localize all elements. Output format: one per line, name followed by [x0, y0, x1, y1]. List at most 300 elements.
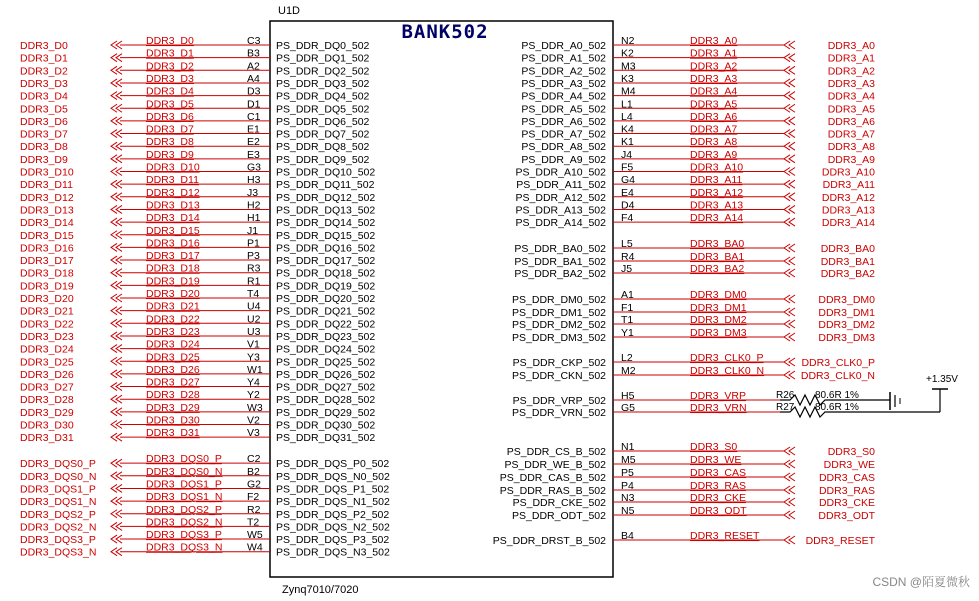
- net-port-label: DDR3_DQS0_P: [20, 458, 96, 471]
- pin-name: PS_DDR_RAS_B_502: [499, 485, 606, 497]
- net-label: DDR3_D22: [146, 313, 200, 326]
- pin-number: J5: [621, 263, 633, 275]
- pin-name: PS_DDR_BA0_502: [514, 243, 606, 255]
- net-label: DDR3_D24: [146, 338, 200, 351]
- pin-name: PS_DDR_ODT_502: [512, 510, 606, 522]
- net-port-label: DDR3_D6: [20, 115, 68, 128]
- pin-number: P5: [621, 467, 634, 479]
- pin-number: M5: [621, 454, 636, 466]
- pin-name: PS_DDR_DQ7_502: [276, 128, 370, 141]
- pin-name: PS_DDR_DM1_502: [512, 307, 606, 319]
- net-port-label: DDR3_A12: [821, 191, 875, 204]
- net-port-label: DDR3_DM3: [818, 332, 875, 344]
- pin-number: C3: [247, 35, 261, 47]
- pin-number: U3: [247, 325, 261, 338]
- pin-name: PS_DDR_DQ27_502: [276, 381, 376, 394]
- pin-name: PS_DDR_DQ26_502: [276, 368, 376, 381]
- pin-name: PS_DDR_CKE_502: [512, 497, 606, 509]
- net-port-label: DDR3_D13: [20, 204, 74, 217]
- net-label: DDR3_D6: [146, 110, 194, 123]
- pin-number: L5: [621, 238, 633, 250]
- net-label: DDR3_D28: [146, 389, 200, 402]
- pin-name: PS_DDR_DQ10_502: [276, 166, 376, 179]
- resistor-r26-value: 80.6R 1%: [815, 390, 859, 401]
- net-label: DDR3_DM1: [690, 302, 747, 314]
- net-port-label: DDR3_DM1: [818, 307, 875, 319]
- net-port-label: DDR3_CLK0_P: [801, 357, 875, 369]
- pin-number: N5: [621, 505, 635, 517]
- net-port-label: DDR3_D20: [20, 293, 74, 305]
- net-label: DDR3_D4: [146, 85, 194, 98]
- net-port-label: DDR3_D17: [20, 255, 74, 268]
- net-port-label: DDR3_A10: [821, 166, 875, 179]
- net-port-label: DDR3_D18: [20, 267, 74, 280]
- pin-name: PS_DDR_DQ0_502: [276, 40, 370, 52]
- pin-name: PS_DDR_DQ16_502: [276, 242, 376, 255]
- net-port-label: DDR3_D1: [20, 52, 68, 65]
- pin-number: E4: [621, 186, 634, 199]
- pin-number: B4: [621, 530, 634, 542]
- resistor-r27-icon: [780, 407, 940, 417]
- net-port-label: DDR3_D19: [20, 280, 74, 293]
- pin-name: PS_DDR_A6_502: [521, 115, 606, 128]
- pin-name: PS_DDR_DQS_P1_502: [276, 483, 390, 496]
- pin-number: W3: [247, 401, 263, 414]
- net-label: DDR3_D13: [146, 199, 200, 212]
- net-label: DDR3_D3: [146, 72, 194, 85]
- pin-number: F2: [247, 491, 260, 504]
- net-port-label: DDR3_D0: [20, 40, 68, 52]
- port-arrow-icon: [784, 104, 795, 112]
- net-label: DDR3_D9: [146, 148, 194, 161]
- pin-number: C2: [247, 453, 261, 466]
- pin-name: PS_DDR_DQ13_502: [276, 204, 376, 217]
- pin-number: A4: [247, 72, 260, 85]
- net-port-label: DDR3_CLK0_N: [800, 370, 875, 382]
- net-label: DDR3_D1: [146, 47, 194, 60]
- pin-name: PS_DDR_DQ4_502: [276, 90, 370, 103]
- pin-number: F1: [621, 302, 634, 314]
- net-port-label: DDR3_A8: [827, 141, 875, 154]
- pin-number: Y2: [247, 389, 260, 402]
- net-label: DDR3_A11: [690, 174, 743, 187]
- net-label: DDR3_CAS: [690, 467, 747, 479]
- net-label: DDR3_D11: [146, 174, 199, 187]
- pin-number: N3: [621, 492, 635, 504]
- net-label: DDR3_A8: [690, 136, 738, 149]
- pin-name: PS_DDR_A0_502: [521, 40, 606, 52]
- resistor-r26-ref: R26: [776, 390, 795, 401]
- net-label: DDR3_A10: [690, 161, 744, 174]
- net-port-label: DDR3_D24: [20, 343, 74, 356]
- net-port-label: DDR3_A7: [827, 128, 875, 141]
- pin-number: R4: [621, 251, 635, 263]
- port-arrow-icon: [784, 473, 795, 481]
- net-label: DDR3_D27: [146, 376, 200, 389]
- net-port-label: DDR3_A0: [827, 40, 875, 52]
- pin-name: PS_DDR_CKN_502: [512, 370, 606, 382]
- pin-number: E2: [247, 136, 260, 149]
- net-label: DDR3_D17: [146, 250, 200, 263]
- pin-name: PS_DDR_DQ12_502: [276, 191, 376, 204]
- pin-number: F5: [621, 161, 634, 174]
- net-label: DDR3_DM2: [690, 314, 747, 326]
- pin-number: Y3: [247, 351, 260, 364]
- net-label: DDR3_D0: [146, 35, 194, 47]
- net-label: DDR3_DQS3_N: [146, 541, 223, 554]
- net-label: DDR3_D23: [146, 325, 200, 338]
- pin-name: PS_DDR_VRN_502: [512, 407, 606, 419]
- pin-number: P3: [247, 250, 260, 263]
- net-label: DDR3_A7: [690, 123, 738, 136]
- pin-number: A2: [247, 60, 260, 73]
- pin-number: P4: [621, 480, 634, 492]
- net-label: DDR3_D20: [146, 288, 200, 300]
- port-arrow-icon: [784, 130, 795, 138]
- net-label: DDR3_A2: [690, 60, 738, 73]
- pin-name: PS_DDR_CKP_502: [512, 357, 606, 369]
- pin-name: PS_DDR_DQ1_502: [276, 52, 370, 65]
- net-label: DDR3_DQS0_P: [146, 453, 222, 466]
- port-arrow-icon: [784, 460, 795, 468]
- net-port-label: DDR3_DQS3_N: [20, 546, 97, 559]
- pin-name: PS_DDR_DQ28_502: [276, 394, 376, 407]
- pin-name: PS_DDR_DQS_P3_502: [276, 534, 390, 547]
- net-label: DDR3_DQS2_P: [146, 503, 222, 516]
- net-port-label: DDR3_RESET: [805, 535, 875, 547]
- net-port-label: DDR3_D2: [20, 65, 68, 78]
- port-arrow-icon: [784, 79, 795, 87]
- net-label: DDR3_D14: [146, 212, 200, 225]
- pin-number: W1: [247, 363, 263, 376]
- pin-name: PS_DDR_DQS_P2_502: [276, 508, 390, 521]
- pin-name: PS_DDR_DQ20_502: [276, 293, 376, 305]
- net-port-label: DDR3_D15: [20, 229, 74, 242]
- pin-name: PS_DDR_DQ23_502: [276, 330, 376, 343]
- port-arrow-icon: [784, 295, 795, 303]
- port-arrow-icon: [784, 54, 795, 62]
- pin-name: PS_DDR_DQ18_502: [276, 267, 376, 280]
- pin-name: PS_DDR_A12_502: [515, 191, 606, 204]
- net-port-label: DDR3_RAS: [818, 485, 875, 497]
- port-arrow-icon: [784, 180, 795, 188]
- net-label: DDR3_DM3: [690, 327, 747, 339]
- net-port-label: DDR3_A9: [827, 153, 875, 166]
- net-label: DDR3_DQS1_N: [146, 491, 223, 504]
- pin-number: W4: [247, 541, 263, 554]
- pin-name: PS_DDR_DQS_N3_502: [276, 546, 390, 559]
- net-label: DDR3_DQS3_P: [146, 529, 222, 542]
- bank-title: BANK502: [401, 21, 489, 43]
- pin-name: PS_DDR_BA1_502: [514, 256, 606, 268]
- pin-number: V2: [247, 414, 260, 427]
- supply-label: +1.35V: [926, 374, 958, 385]
- net-port-label: DDR3_D8: [20, 141, 68, 154]
- net-label: DDR3_A14: [690, 212, 744, 225]
- pin-number: G2: [247, 478, 262, 491]
- net-label: DDR3_DQS1_P: [146, 478, 222, 491]
- port-arrow-icon: [784, 155, 795, 163]
- pin-number: K1: [621, 136, 634, 149]
- net-label: DDR3_CKE: [690, 492, 747, 504]
- net-port-label: DDR3_A5: [827, 103, 875, 116]
- pin-name: PS_DDR_A8_502: [521, 141, 606, 154]
- net-label: DDR3_D7: [146, 123, 194, 136]
- pin-name: PS_DDR_BA2_502: [514, 268, 606, 280]
- port-arrow-icon: [784, 536, 795, 544]
- net-label: DDR3_D26: [146, 363, 200, 376]
- net-label: DDR3_D15: [146, 224, 200, 237]
- pin-name: PS_DDR_DQ17_502: [276, 255, 376, 268]
- net-port-label: DDR3_D29: [20, 406, 74, 419]
- left-pin-group: [20, 35, 390, 559]
- pin-number: E1: [247, 123, 260, 136]
- net-label: DDR3_D21: [146, 300, 200, 313]
- pin-number: K2: [621, 47, 634, 60]
- pin-name: PS_DDR_DQ19_502: [276, 280, 376, 293]
- net-label: DDR3_VRN: [690, 402, 747, 414]
- pin-number: H2: [247, 199, 261, 212]
- pin-number: R1: [247, 275, 261, 288]
- pin-name: PS_DDR_A4_502: [521, 90, 606, 103]
- net-port-label: DDR3_BA1: [820, 256, 875, 268]
- pin-name: PS_DDR_DQS_N1_502: [276, 496, 390, 509]
- pin-name: PS_DDR_DQ25_502: [276, 356, 376, 369]
- net-label: DDR3_D19: [146, 275, 200, 288]
- net-port-label: DDR3_DM0: [818, 294, 875, 306]
- net-label: DDR3_A6: [690, 110, 738, 123]
- port-arrow-icon: [784, 371, 795, 379]
- net-label: DDR3_S0: [690, 441, 738, 453]
- net-port-label: DDR3_D21: [20, 305, 74, 318]
- pin-name: PS_DDR_DQ3_502: [276, 77, 370, 90]
- pin-name: PS_DDR_A9_502: [521, 153, 606, 166]
- net-port-label: DDR3_D3: [20, 77, 68, 90]
- net-port-label: DDR3_D7: [20, 128, 68, 141]
- net-label: DDR3_A3: [690, 72, 738, 85]
- pin-number: A1: [621, 289, 634, 301]
- port-arrow-icon: [784, 41, 795, 49]
- net-port-label: DDR3_A6: [827, 115, 875, 128]
- part-label: Zynq7010/7020: [282, 584, 359, 596]
- pin-number: U4: [247, 300, 261, 313]
- net-port-label: DDR3_D28: [20, 394, 74, 407]
- pin-name: PS_DDR_A11_502: [516, 179, 606, 192]
- net-port-label: DDR3_CAS: [818, 472, 875, 484]
- pin-name: PS_DDR_WE_B_502: [504, 459, 606, 471]
- net-port-label: DDR3_D26: [20, 368, 74, 381]
- pin-number: H5: [621, 390, 635, 402]
- net-label: DDR3_BA2: [690, 263, 745, 275]
- pin-number: D3: [247, 85, 261, 98]
- port-arrow-icon: [784, 511, 795, 519]
- pin-number: T2: [247, 516, 260, 529]
- net-label: DDR3_DQS0_N: [146, 465, 223, 478]
- pin-name: PS_DDR_DQ14_502: [276, 217, 376, 230]
- pin-name: PS_DDR_DQ15_502: [276, 229, 376, 242]
- pin-number: W5: [247, 529, 263, 542]
- port-arrow-icon: [784, 117, 795, 125]
- pin-number: N1: [621, 441, 635, 453]
- pin-number: L4: [621, 110, 633, 123]
- pin-number: F4: [621, 212, 634, 225]
- net-port-label: DDR3_A4: [827, 90, 875, 103]
- net-label: DDR3_VRP: [690, 390, 747, 402]
- pin-name: PS_DDR_A5_502: [521, 103, 606, 116]
- port-arrow-icon: [784, 498, 795, 506]
- pin-name: PS_DDR_DQ9_502: [276, 153, 370, 166]
- pin-number: J3: [247, 186, 259, 199]
- net-label: DDR3_D12: [146, 186, 200, 199]
- net-port-label: DDR3_DQS1_N: [20, 496, 97, 509]
- net-port-label: DDR3_WE: [823, 459, 875, 471]
- watermark: CSDN @陌夏微秋: [872, 575, 970, 589]
- pin-number: M2: [621, 365, 636, 377]
- resistor-r27-ref: R27: [776, 402, 795, 413]
- net-port-label: DDR3_D25: [20, 356, 74, 369]
- pin-number: R3: [247, 262, 261, 275]
- pin-number: E3: [247, 148, 260, 161]
- pin-name: PS_DDR_DQ24_502: [276, 343, 376, 356]
- pin-name: PS_DDR_DQ2_502: [276, 65, 370, 78]
- pin-number: B3: [247, 47, 260, 60]
- port-arrow-icon: [784, 447, 795, 455]
- net-port-label: DDR3_D5: [20, 103, 68, 116]
- component-ref: U1D: [278, 5, 301, 17]
- net-label: DDR3_RESET: [690, 530, 760, 542]
- port-arrow-icon: [784, 66, 795, 74]
- net-port-label: DDR3_D31: [20, 432, 74, 445]
- pin-name: PS_DDR_DQ11_502: [276, 179, 375, 192]
- net-label: DDR3_CLK0_N: [690, 365, 765, 377]
- pin-number: K3: [621, 72, 634, 85]
- pin-number: G3: [247, 161, 262, 174]
- net-port-label: DDR3_DQS3_P: [20, 534, 96, 547]
- pin-name: PS_DDR_DQS_P0_502: [276, 458, 390, 471]
- net-port-label: DDR3_ODT: [818, 510, 875, 522]
- net-label: DDR3_D2: [146, 60, 194, 73]
- pin-number: U2: [247, 313, 261, 326]
- pin-name: PS_DDR_A1_502: [521, 52, 606, 65]
- net-label: DDR3_BA1: [690, 251, 745, 263]
- pin-name: PS_DDR_DQ30_502: [276, 419, 376, 432]
- pin-name: PS_DDR_A13_502: [515, 204, 606, 217]
- net-port-label: DDR3_A1: [827, 52, 875, 65]
- net-port-label: DDR3_A13: [821, 204, 875, 217]
- pin-name: PS_DDR_DM2_502: [512, 319, 606, 331]
- net-port-label: DDR3_A14: [821, 217, 875, 230]
- net-port-label: DDR3_BA0: [820, 243, 875, 255]
- pin-name: PS_DDR_DQ8_502: [276, 141, 370, 154]
- pin-name: PS_DDR_DM3_502: [512, 332, 606, 344]
- port-arrow-icon: [784, 308, 795, 316]
- net-label: DDR3_D31: [146, 427, 200, 440]
- net-port-label: DDR3_D27: [20, 381, 74, 394]
- net-port-label: DDR3_D14: [20, 217, 74, 230]
- pin-number: Y4: [247, 376, 260, 389]
- net-port-label: DDR3_D4: [20, 90, 68, 103]
- pin-name: PS_DDR_DQ21_502: [276, 305, 376, 318]
- pin-number: L2: [621, 352, 633, 364]
- net-port-label: DDR3_A2: [827, 65, 875, 78]
- net-port-label: DDR3_DQS2_P: [20, 508, 96, 521]
- net-port-label: DDR3_D10: [20, 166, 74, 179]
- net-port-label: DDR3_BA2: [820, 268, 875, 280]
- net-label: DDR3_ODT: [690, 505, 747, 517]
- pin-name: PS_DDR_CS_B_502: [506, 446, 606, 458]
- net-label: DDR3_D5: [146, 98, 194, 111]
- net-label: DDR3_DM0: [690, 289, 747, 301]
- net-port-label: DDR3_D23: [20, 330, 74, 343]
- net-port-label: DDR3_DQS2_N: [20, 521, 97, 534]
- pin-name: PS_DDR_DQ22_502: [276, 318, 376, 331]
- net-port-label: DDR3_S0: [827, 446, 875, 458]
- port-arrow-icon: [784, 92, 795, 100]
- port-arrow-icon: [784, 333, 795, 341]
- pin-number: P1: [247, 237, 260, 250]
- pin-number: G4: [621, 174, 636, 187]
- net-label: DDR3_D29: [146, 401, 200, 414]
- port-arrow-icon: [784, 205, 795, 213]
- net-port-label: DDR3_D12: [20, 191, 74, 204]
- net-port-label: DDR3_D30: [20, 419, 74, 432]
- net-port-label: DDR3_A3: [827, 77, 875, 90]
- net-port-label: DDR3_DQS0_N: [20, 470, 97, 483]
- pin-number: T4: [247, 288, 260, 300]
- net-label: DDR3_BA0: [690, 238, 745, 250]
- net-label: DDR3_D10: [146, 161, 200, 174]
- net-label: DDR3_D8: [146, 136, 194, 149]
- net-label: DDR3_D18: [146, 262, 200, 275]
- pin-number: M4: [621, 85, 636, 98]
- pin-number: D4: [621, 199, 635, 212]
- pin-number: B2: [247, 465, 260, 478]
- net-label: DDR3_WE: [690, 454, 742, 466]
- net-label: DDR3_A1: [690, 47, 738, 60]
- port-arrow-icon: [784, 142, 795, 150]
- pin-name: PS_DDR_A7_502: [521, 128, 606, 141]
- net-port-label: DDR3_DM2: [818, 319, 875, 331]
- pin-number: N2: [621, 35, 635, 47]
- net-label: DDR3_CLK0_P: [690, 352, 764, 364]
- pin-number: H3: [247, 174, 261, 187]
- net-label: DDR3_RAS: [690, 480, 747, 492]
- net-port-label: DDR3_D11: [20, 179, 73, 192]
- port-arrow-icon: [784, 269, 795, 277]
- pin-name: PS_DDR_A14_502: [515, 217, 606, 230]
- pin-number: J4: [621, 148, 633, 161]
- net-label: DDR3_A9: [690, 148, 738, 161]
- pin-number: M3: [621, 60, 636, 73]
- pin-number: G5: [621, 402, 636, 414]
- pin-name: PS_DDR_DQS_N0_502: [276, 470, 390, 483]
- net-port-label: DDR3_A11: [822, 179, 875, 192]
- net-port-label: DDR3_D22: [20, 318, 74, 331]
- pin-name: PS_DDR_DQ6_502: [276, 115, 370, 128]
- pin-number: J1: [247, 224, 259, 237]
- port-arrow-icon: [784, 257, 795, 265]
- pin-name: PS_DDR_DRST_B_502: [492, 535, 606, 547]
- pin-number: K4: [621, 123, 634, 136]
- pin-name: PS_DDR_DQ31_502: [276, 432, 376, 445]
- net-port-label: DDR3_D9: [20, 153, 68, 166]
- pin-number: Y1: [621, 327, 634, 339]
- pin-number: R2: [247, 503, 261, 516]
- port-arrow-icon: [784, 218, 795, 226]
- port-arrow-icon: [784, 320, 795, 328]
- port-arrow-icon: [784, 358, 795, 366]
- pin-number: L1: [621, 98, 633, 111]
